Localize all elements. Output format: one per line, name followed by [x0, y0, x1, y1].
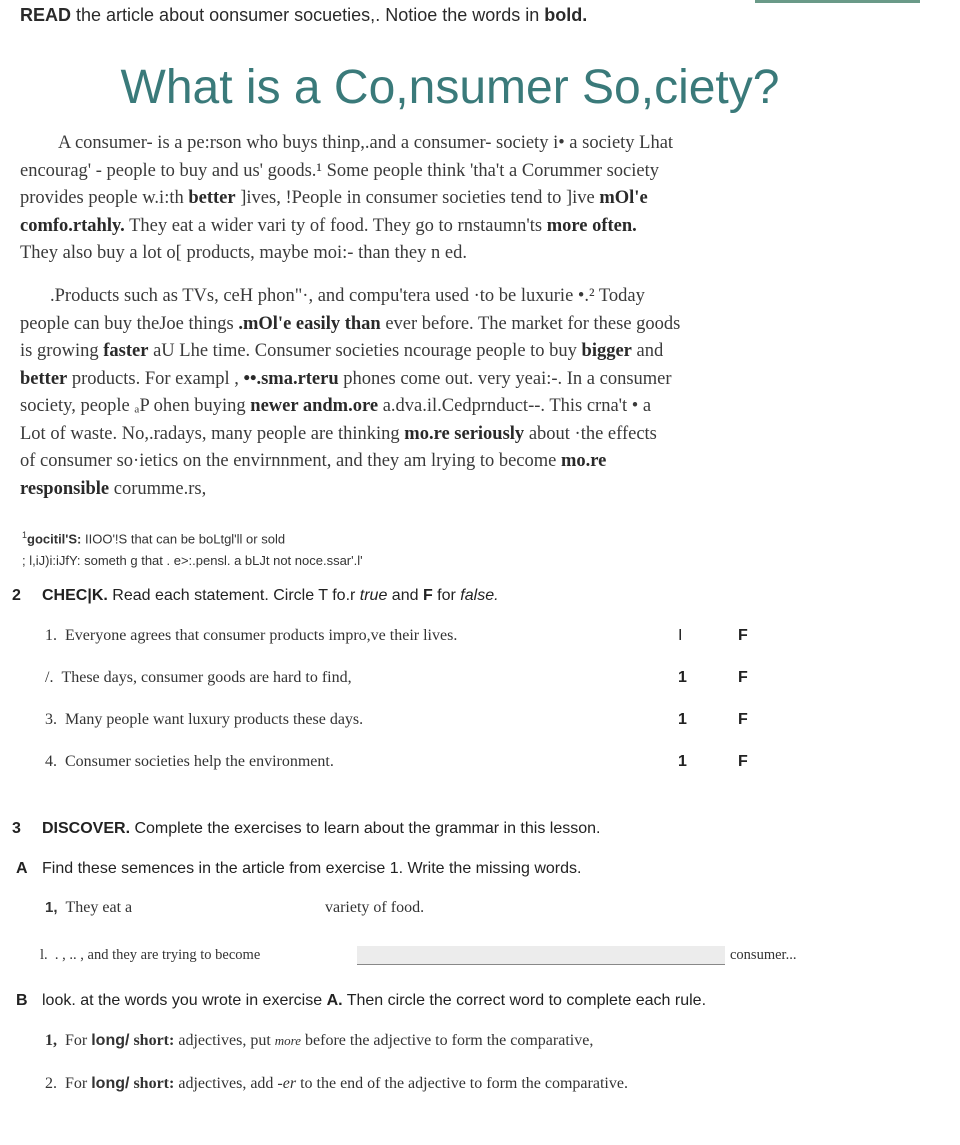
- rule-2-short-option[interactable]: short:: [129, 1075, 175, 1092]
- statement-1-false[interactable]: F: [738, 627, 748, 644]
- paragraph-2-line-3: is growing faster aU Lhe time. Consumer societies ncourage people to buy bigger and: [20, 341, 664, 361]
- instruction-bold-word: bold.: [544, 5, 588, 25]
- top-accent-line: [755, 0, 920, 3]
- part-a-item-1-blank[interactable]: [160, 915, 320, 917]
- paragraph-1-line-3: provides people w.i:th better ]ives, !People in consumer societies tend to ]ive mOl'e: [20, 188, 648, 208]
- part-a-heading: A Find these semences in the article from exercise 1. Write the missing words.: [16, 860, 582, 877]
- paragraph-2-line-1: .Products such as TVs, ceH phon"·, and compu'tera used ·to be luxurie •.² Today: [50, 286, 645, 306]
- paragraph-2-line-8: responsible corumme.rs,: [20, 479, 207, 499]
- part-b-rule-2: 2. For long/ short: adjectives, add -er to the end of the adjective to form the comparative.: [45, 1075, 628, 1092]
- footnote-1: $^1$gocitil'S: IIOO'!S that can be boLtgl'll or sold: [22, 530, 286, 547]
- instruction-text: the article about oonsumer socueties,. Notioe the words in: [71, 5, 545, 25]
- paragraph-2-line-2: people can buy theJoe things .mOl'e easily than ever before. The market for these goods: [20, 314, 681, 334]
- statement-3: 3. Many people want luxury products these days.: [45, 711, 364, 728]
- statement-1-true[interactable]: I: [678, 627, 683, 644]
- instruction-label: READ: [20, 5, 72, 25]
- rule-2-long-option[interactable]: long/: [91, 1075, 130, 1092]
- statement-2-true[interactable]: 1: [678, 669, 687, 686]
- paragraph-1-line-2: encourag' - people to buy and us' goods.¹ Some people think 'tha't a Corummer society: [20, 161, 660, 181]
- paragraph-1-line-1: A consumer- is a pe:rson who buys thinp,.and a consumer- society i• a society Lhat: [58, 133, 674, 153]
- part-b-rule-1: 1, For long/ short: adjectives, put more before the adjective to form the comparative,: [45, 1032, 594, 1049]
- read-instruction: [20, 5, 587, 26]
- article-title: What is a Co,nsumer So,ciety?: [120, 61, 780, 114]
- rule-1-long-option[interactable]: long/: [91, 1032, 130, 1049]
- part-a-item-1: 1, They eat a: [45, 899, 133, 916]
- section-2-heading: 2 CHEC|K. Read each statement. Circle T fo.r true and F for false.: [12, 587, 499, 604]
- paragraph-2-line-5: society, people ₐP ohen buying newer andm.ore a.dva.il.Cedprnduct--. This crna't • a: [20, 396, 652, 416]
- section-3-heading: 3 DISCOVER. Complete the exercises to learn about the grammar in this lesson.: [12, 820, 601, 837]
- paragraph-1-line-4: comfo.rtahly. They eat a wider vari ty of food. They go to rnstaumn'ts more often.: [20, 216, 637, 236]
- statement-3-false[interactable]: F: [738, 711, 748, 728]
- part-a-item-2-answer-field[interactable]: [357, 946, 725, 965]
- paragraph-2-line-4: better products. For exampl , ••.sma.rteru phones come out. very yeai:-. In a consumer: [20, 369, 672, 389]
- paragraph-2-line-6: Lot of waste. No,.radays, many people are thinking mo.re seriously about ·the effects: [20, 424, 657, 444]
- paragraph-1-line-5: They also buy a lot o[ products, maybe moi:- than they n ed.: [20, 243, 467, 263]
- footnote-2: ; l,iJ)i:iJfY: someth g that . e>:.pensl. a bLJt not noce.ssar'.l': [22, 553, 363, 568]
- statement-2-false[interactable]: F: [738, 669, 748, 686]
- statement-4-false[interactable]: F: [738, 753, 748, 770]
- paragraph-2-line-7: of consumer so·ietics on the envirnnment, and they am lrying to become mo.re: [20, 451, 607, 471]
- part-a-item-1-after: variety of food.: [325, 899, 425, 916]
- part-a-item-2: l. . , .. , and they are trying to become: [40, 947, 261, 963]
- statement-4: 4. Consumer societies help the environment.: [45, 753, 334, 770]
- statement-2: /. These days, consumer goods are hard to find,: [45, 669, 352, 686]
- statement-1: 1. Everyone agrees that consumer products impro,ve their lives.: [45, 627, 458, 644]
- statement-4-true[interactable]: 1: [678, 753, 687, 770]
- statement-3-true[interactable]: 1: [678, 711, 687, 728]
- part-a-item-2-after: consumer...: [730, 947, 797, 963]
- part-b-heading: B look. at the words you wrote in exercise A. Then circle the correct word to complete each rule.: [16, 992, 707, 1009]
- rule-1-short-option[interactable]: short:: [129, 1032, 175, 1049]
